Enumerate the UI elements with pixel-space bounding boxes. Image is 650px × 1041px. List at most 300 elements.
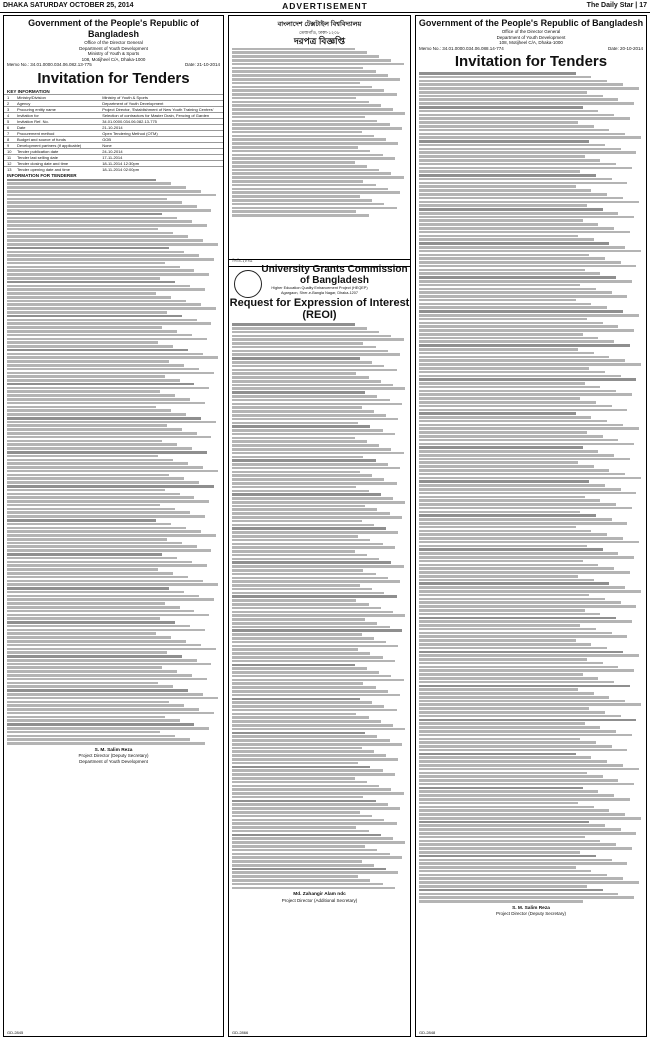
- text-line: [419, 80, 607, 83]
- text-line: [232, 796, 363, 799]
- text-line: [232, 800, 376, 803]
- ministry: Ministry of Youth & Sports: [87, 51, 140, 56]
- text-line: [232, 467, 400, 470]
- text-line: [7, 179, 156, 182]
- text-line: [232, 546, 395, 549]
- text-line: [232, 112, 405, 115]
- text-line: [232, 395, 377, 398]
- text-line: [419, 514, 596, 517]
- tender-body-right: [416, 72, 646, 903]
- text-line: [232, 478, 384, 481]
- text-line: [232, 505, 365, 508]
- text-line: [232, 769, 383, 772]
- text-line: [419, 756, 591, 759]
- text-line: [419, 749, 627, 752]
- text-line: [419, 696, 609, 699]
- text-line: [419, 507, 632, 510]
- text-line: [232, 357, 360, 360]
- text-line: [232, 679, 404, 682]
- text-line: [419, 390, 616, 393]
- text-line: [232, 656, 383, 659]
- text-line: [419, 601, 621, 604]
- text-line: [419, 896, 634, 899]
- text-line: [232, 758, 398, 761]
- text-line: [7, 451, 207, 454]
- text-line: [419, 824, 605, 827]
- text-line: [419, 594, 589, 597]
- text-line: [7, 712, 214, 715]
- text-line: [7, 353, 203, 356]
- text-line: [7, 564, 207, 567]
- text-line: [232, 618, 365, 621]
- text-line: [419, 212, 618, 215]
- tender-ad-right: [415, 15, 647, 1037]
- info-cell: Budget and source of funds: [17, 136, 66, 142]
- text-line: [232, 554, 367, 557]
- text-line: [232, 611, 393, 614]
- text-line: [232, 705, 384, 708]
- info-cell: 3: [7, 106, 10, 112]
- text-line: [7, 466, 203, 469]
- text-line: [232, 819, 384, 822]
- text-line: [419, 556, 634, 559]
- text-line: [232, 641, 386, 644]
- text-line: [232, 203, 384, 206]
- text-line: [419, 219, 583, 222]
- text-line: [7, 674, 192, 677]
- text-line: [419, 155, 585, 158]
- text-line: [419, 405, 612, 408]
- text-line: [7, 269, 194, 272]
- text-line: [7, 538, 167, 541]
- text-line: [7, 402, 205, 405]
- text-line: [419, 450, 598, 453]
- text-line: [7, 220, 192, 223]
- text-line: [419, 140, 589, 143]
- text-line: [7, 406, 156, 409]
- text-line: [419, 102, 634, 105]
- text-line: [7, 670, 177, 673]
- text-line: [232, 86, 372, 89]
- text-line: [419, 673, 583, 676]
- text-line: [232, 667, 367, 670]
- text-line: [7, 504, 160, 507]
- text-line: [7, 296, 171, 299]
- text-line: [232, 543, 383, 546]
- text-line: [419, 537, 623, 540]
- address: 108, Motijheel C/A, Dhaka-1000: [81, 56, 146, 62]
- text-line: [7, 489, 165, 492]
- text-line: [419, 480, 589, 483]
- text-line: [419, 246, 625, 249]
- text-line: [419, 159, 600, 162]
- text-line: [419, 722, 585, 725]
- text-line: [7, 636, 171, 639]
- text-line: [232, 561, 391, 564]
- text-line: [419, 870, 591, 873]
- text-line: [232, 199, 372, 202]
- text-line: [232, 93, 397, 96]
- text-line: [7, 742, 205, 745]
- text-line: [232, 403, 402, 406]
- text-line: [7, 217, 177, 220]
- bangla-body: [229, 48, 410, 217]
- text-line: [419, 530, 591, 533]
- text-line: [7, 591, 184, 594]
- text-line: [7, 693, 203, 696]
- text-line: [419, 182, 627, 185]
- text-line: [419, 874, 607, 877]
- text-line: [419, 582, 609, 585]
- text-line: [419, 272, 600, 275]
- text-line: [7, 519, 156, 522]
- office: Office of the Director General: [84, 40, 143, 45]
- text-line: [419, 299, 576, 302]
- text-line: [232, 682, 363, 685]
- text-line: [232, 773, 395, 776]
- text-line: [419, 779, 618, 782]
- text-line: [419, 265, 636, 268]
- text-line: [419, 719, 636, 722]
- text-line: [419, 877, 623, 880]
- text-line: [232, 535, 358, 538]
- text-line: [232, 603, 369, 606]
- text-line: [7, 523, 171, 526]
- text-line: [419, 859, 612, 862]
- text-line: [232, 728, 405, 731]
- text-line: [419, 632, 612, 635]
- text-line: [7, 300, 186, 303]
- text-line: [419, 851, 580, 854]
- text-line: [419, 352, 594, 355]
- text-line: [419, 371, 605, 374]
- text-line: [419, 889, 603, 892]
- text-line: [232, 735, 377, 738]
- text-line: [419, 617, 616, 620]
- text-line: [419, 753, 576, 756]
- text-line: [7, 470, 218, 473]
- text-line: [7, 572, 173, 575]
- text-line: [232, 508, 377, 511]
- info-row: [4, 106, 223, 112]
- text-line: [419, 496, 585, 499]
- text-line: [7, 474, 169, 477]
- text-line: [419, 575, 578, 578]
- text-line: [419, 700, 625, 703]
- text-line: [232, 584, 360, 587]
- info-cell: 7: [7, 130, 10, 136]
- text-line: [232, 558, 379, 561]
- text-line: [232, 626, 390, 629]
- info-cell: 18-11-2014 12:30pm: [102, 160, 140, 166]
- ad-title-right: Invitation for Tenders: [454, 53, 608, 70]
- text-line: [7, 738, 190, 741]
- header-date: DHAKA SATURDAY OCTOBER 25, 2014: [3, 2, 134, 9]
- text-line: [419, 832, 636, 835]
- text-line: [7, 697, 218, 700]
- text-line: [419, 83, 623, 86]
- text-line: [7, 606, 180, 609]
- text-line: [232, 720, 381, 723]
- ad-title: Invitation for Tenders: [37, 69, 190, 87]
- text-line: [232, 516, 402, 519]
- text-line: [232, 452, 404, 455]
- text-line: [7, 542, 182, 545]
- text-line: [232, 195, 360, 198]
- text-line: [232, 161, 355, 164]
- text-line: [232, 493, 381, 496]
- text-line: [419, 840, 600, 843]
- text-line: [419, 628, 596, 631]
- text-line: [419, 768, 639, 771]
- text-line: [7, 440, 162, 443]
- text-line: [232, 376, 369, 379]
- text-line: [419, 454, 614, 457]
- info-cell: Procuring entity name: [17, 106, 56, 112]
- text-line: [419, 435, 603, 438]
- text-line: [232, 860, 362, 863]
- text-line: [232, 637, 374, 640]
- text-line: [232, 116, 365, 119]
- text-line: [419, 291, 612, 294]
- text-line: [232, 108, 393, 111]
- memo: Memo No.: 34.01.0000.034.06.082.13-775: [7, 62, 92, 67]
- text-line: [419, 499, 600, 502]
- text-line: [419, 843, 616, 846]
- text-line: [7, 209, 211, 212]
- text-line: [419, 325, 618, 328]
- info-cell: GOB: [102, 136, 112, 142]
- text-line: [7, 194, 216, 197]
- text-line: [232, 191, 400, 194]
- text-line: [419, 760, 607, 763]
- text-line: [7, 254, 199, 257]
- text-line: [232, 138, 386, 141]
- text-line: [7, 360, 169, 363]
- text-line: [419, 605, 636, 608]
- bangla-univ: বাংলাদেশ টেক্সটাইল বিশ্ববিদ্যালয়: [277, 21, 362, 28]
- text-line: [7, 277, 160, 280]
- text-line: [7, 576, 188, 579]
- text-line: [7, 341, 158, 344]
- text-line: [7, 436, 211, 439]
- text-line: [7, 432, 197, 435]
- text-line: [232, 686, 376, 689]
- text-line: [419, 492, 636, 495]
- text-line: [232, 440, 367, 443]
- text-line: [232, 463, 388, 466]
- text-line: [232, 845, 365, 848]
- text-line: [419, 363, 641, 366]
- text-line: [419, 427, 639, 430]
- text-line: [232, 444, 379, 447]
- text-line: [232, 739, 390, 742]
- text-line: [7, 545, 197, 548]
- text-line: [7, 534, 216, 537]
- text-line: [419, 613, 600, 616]
- text-line: [232, 766, 370, 769]
- text-line: [7, 307, 216, 310]
- text-line: [419, 806, 594, 809]
- text-line: [419, 348, 578, 351]
- text-line: [419, 261, 621, 264]
- text-line: [232, 875, 358, 878]
- text-line: [419, 386, 600, 389]
- text-line: [419, 787, 583, 790]
- info-cell: 18-11-2014 02:00pm: [102, 166, 140, 172]
- text-line: [419, 703, 641, 706]
- text-line: [7, 716, 165, 719]
- text-line: [419, 114, 614, 117]
- text-line: [419, 174, 596, 177]
- text-line: [419, 794, 614, 797]
- text-line: [7, 205, 197, 208]
- text-line: [419, 250, 641, 253]
- text-line: [419, 133, 625, 136]
- info-row: [4, 112, 223, 118]
- text-line: [232, 490, 369, 493]
- text-line: [419, 424, 623, 427]
- text-line: [232, 369, 397, 372]
- text-line: [419, 125, 594, 128]
- text-line: [419, 620, 632, 623]
- text-line: [232, 414, 386, 417]
- text-line: [419, 356, 609, 359]
- info-cell: Date: [17, 124, 26, 130]
- text-line: [419, 401, 596, 404]
- text-line: [232, 698, 360, 701]
- text-line: [419, 163, 616, 166]
- text-line: [232, 387, 405, 390]
- text-line: [7, 292, 156, 295]
- text-line: [232, 89, 384, 92]
- ugc-signer: Md. Zahangir Alam ndc: [293, 892, 346, 898]
- text-line: [232, 350, 388, 353]
- info-cell: Ministry of Youth & Sports: [102, 94, 148, 100]
- ad-code: GD-2845: [7, 1030, 24, 1035]
- text-line: [232, 645, 398, 648]
- info-cell: 4: [7, 112, 10, 118]
- text-line: [232, 887, 395, 890]
- info-cell: Tender opening date and time: [17, 166, 70, 172]
- text-line: [232, 59, 391, 62]
- text-line: [7, 334, 192, 337]
- text-line: [232, 361, 372, 364]
- text-line: [7, 493, 180, 496]
- text-line: [7, 409, 171, 412]
- text-line: [7, 727, 209, 730]
- text-line: [7, 701, 169, 704]
- text-line: [232, 482, 397, 485]
- text-line: [419, 730, 616, 733]
- text-line: [419, 586, 625, 589]
- text-line: [232, 433, 395, 436]
- text-line: [232, 471, 360, 474]
- text-line: [419, 72, 576, 75]
- text-line: [419, 571, 630, 574]
- text-line: [7, 527, 186, 530]
- text-line: [7, 387, 209, 390]
- text-line: [419, 862, 627, 865]
- text-line: [419, 318, 587, 321]
- info-tenderer-heading: INFORMATION FOR TENDERER: [7, 172, 77, 178]
- memo-line: [4, 62, 223, 68]
- ugc-header: [229, 264, 410, 286]
- text-line: [232, 429, 383, 432]
- text-line: [419, 526, 576, 529]
- text-line: [7, 424, 167, 427]
- text-line: [419, 643, 591, 646]
- text-line: [7, 568, 158, 571]
- text-line: [419, 855, 596, 858]
- text-line: [419, 129, 609, 132]
- bangla-title: দরপত্র বিজ্ঞপ্তি: [293, 35, 346, 46]
- text-line: [232, 82, 360, 85]
- text-line: [419, 726, 600, 729]
- text-line: [419, 790, 598, 793]
- text-line: [232, 607, 381, 610]
- info-cell: 21-10-2014: [102, 124, 123, 130]
- text-line: [232, 353, 400, 356]
- text-line: [7, 319, 197, 322]
- bangla-code: জিডি-২৮৪৯: [232, 258, 253, 263]
- text-line: [232, 157, 395, 160]
- text-line: [419, 681, 614, 684]
- text-line: [7, 417, 201, 420]
- text-line: [232, 822, 397, 825]
- text-line: [7, 719, 180, 722]
- text-line: [419, 707, 589, 710]
- info-rows: [4, 94, 223, 172]
- text-line: [232, 856, 402, 859]
- signer-right: S. M. Salim Reza: [512, 905, 550, 911]
- text-line: [7, 557, 177, 560]
- text-line: [7, 583, 218, 586]
- text-line: [232, 690, 388, 693]
- text-line: [7, 708, 199, 711]
- text-line: [419, 144, 605, 147]
- text-line: [419, 91, 587, 94]
- ugc-signer-title: Project Director (Additional Secretary): [281, 897, 358, 903]
- text-line: [419, 375, 621, 378]
- text-line: [419, 518, 612, 521]
- text-line: [232, 135, 374, 138]
- text-line: [419, 412, 576, 415]
- text-line: [7, 553, 162, 556]
- text-line: [232, 497, 393, 500]
- text-line: [7, 496, 194, 499]
- text-line: [232, 214, 369, 217]
- text-line: [232, 391, 365, 394]
- info-cell: 12: [7, 160, 12, 166]
- info-cell: Ministry/Division: [17, 94, 46, 100]
- text-line: [419, 503, 616, 506]
- info-cell: 24-10-2014: [102, 148, 123, 154]
- text-line: [419, 741, 596, 744]
- text-line: [419, 397, 580, 400]
- text-line: [419, 813, 625, 816]
- text-line: [419, 488, 621, 491]
- text-line: [232, 531, 398, 534]
- text-line: [7, 266, 180, 269]
- text-line: [419, 310, 623, 313]
- text-line: [232, 599, 356, 602]
- text-line: [232, 573, 376, 576]
- info-cell: 17-11-2014: [102, 154, 123, 160]
- ad-code-right: GD-2848: [419, 1030, 436, 1035]
- text-line: [419, 590, 641, 593]
- text-line: [419, 484, 605, 487]
